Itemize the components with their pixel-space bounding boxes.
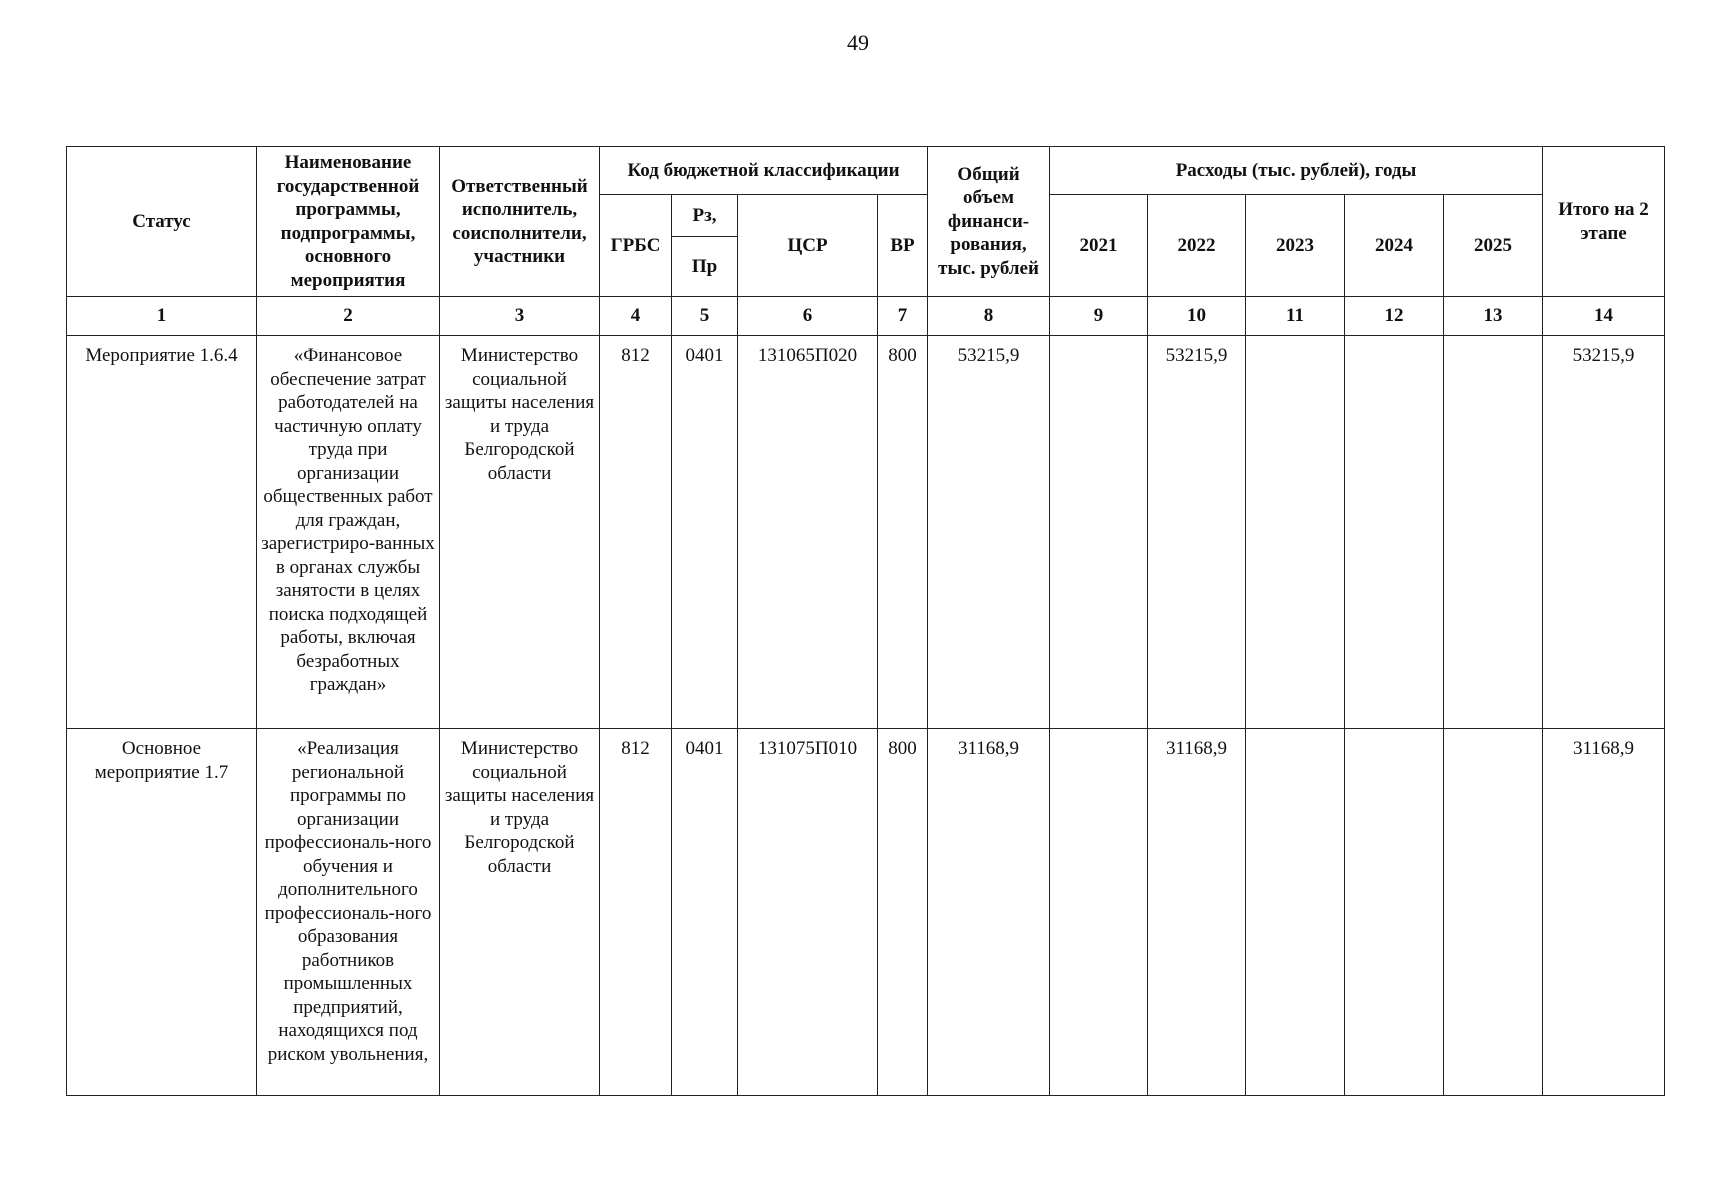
header-rz: Рз,	[672, 195, 738, 237]
cell-2025	[1444, 729, 1543, 1096]
cell-2024	[1345, 729, 1444, 1096]
cell-status: Основное мероприятие 1.7	[67, 729, 257, 1096]
cell-2025	[1444, 336, 1543, 729]
column-number: 8	[928, 297, 1050, 336]
header-grbs: ГРБС	[600, 195, 672, 297]
column-number: 6	[738, 297, 878, 336]
cell-total: 31168,9	[928, 729, 1050, 1096]
cell-total: 53215,9	[928, 336, 1050, 729]
column-number: 4	[600, 297, 672, 336]
table-row	[67, 336, 1665, 729]
cell-grbs: 812	[600, 729, 672, 1096]
header-year-2023: 2023	[1246, 195, 1345, 297]
cell-name: «Реализация региональной программы по организации профессиональ-ного обучения и дополнительного профессиональ-ного образования работников промышленных предприятий, находящихся под риском увольнения,	[257, 729, 440, 1096]
cell-rzpr: 0401	[672, 336, 738, 729]
table-row	[67, 729, 1665, 1096]
header-pr: Пр	[672, 237, 738, 297]
budget-table	[66, 146, 1665, 1096]
cell-vr: 800	[878, 336, 928, 729]
header-year-2024: 2024	[1345, 195, 1444, 297]
header-program-name: Наименование государственной программы, подпрограммы, основного мероприятия	[257, 147, 440, 297]
cell-status: Мероприятие 1.6.4	[67, 336, 257, 729]
cell-2022: 31168,9	[1148, 729, 1246, 1096]
header-responsible: Ответственный исполнитель, соисполнители, участники	[440, 147, 600, 297]
header-vr: ВР	[878, 195, 928, 297]
header-status: Статус	[67, 147, 257, 297]
cell-2021	[1050, 729, 1148, 1096]
cell-stage-total: 31168,9	[1543, 729, 1665, 1096]
cell-rzpr: 0401	[672, 729, 738, 1096]
column-number: 12	[1345, 297, 1444, 336]
cell-csr: 131075П010	[738, 729, 878, 1096]
cell-2023	[1246, 336, 1345, 729]
column-number: 9	[1050, 297, 1148, 336]
cell-stage-total: 53215,9	[1543, 336, 1665, 729]
header-year-2021: 2021	[1050, 195, 1148, 297]
header-total-volume: Общий объем финанси-рования, тыс. рублей	[928, 147, 1050, 297]
cell-csr: 131065П020	[738, 336, 878, 729]
column-number: 13	[1444, 297, 1543, 336]
cell-responsible: Министерство социальной защиты населения и труда Белгородской области	[440, 729, 600, 1096]
column-number: 7	[878, 297, 928, 336]
cell-responsible: Министерство социальной защиты населения и труда Белгородской области	[440, 336, 600, 729]
cell-2024	[1345, 336, 1444, 729]
page-number: 49	[847, 30, 869, 55]
cell-name: «Финансовое обеспечение затрат работодателей на частичную оплату труда при организации общественных работ для граждан, зарегистриро-ванных в органах службы занятости в целях поиска подходящей работы, включая безработных граждан»	[257, 336, 440, 729]
column-number: 14	[1543, 297, 1665, 336]
cell-grbs: 812	[600, 336, 672, 729]
column-number: 3	[440, 297, 600, 336]
header-stage-total: Итого на 2 этапе	[1543, 147, 1665, 297]
column-number: 5	[672, 297, 738, 336]
header-year-2025: 2025	[1444, 195, 1543, 297]
header-csr: ЦСР	[738, 195, 878, 297]
cell-2023	[1246, 729, 1345, 1096]
cell-2021	[1050, 336, 1148, 729]
column-number: 1	[67, 297, 257, 336]
header-year-2022: 2022	[1148, 195, 1246, 297]
column-number: 11	[1246, 297, 1345, 336]
column-number: 10	[1148, 297, 1246, 336]
header-expenses: Расходы (тыс. рублей), годы	[1050, 147, 1543, 195]
cell-2022: 53215,9	[1148, 336, 1246, 729]
column-number: 2	[257, 297, 440, 336]
cell-vr: 800	[878, 729, 928, 1096]
header-budget-code: Код бюджетной классификации	[600, 147, 928, 195]
